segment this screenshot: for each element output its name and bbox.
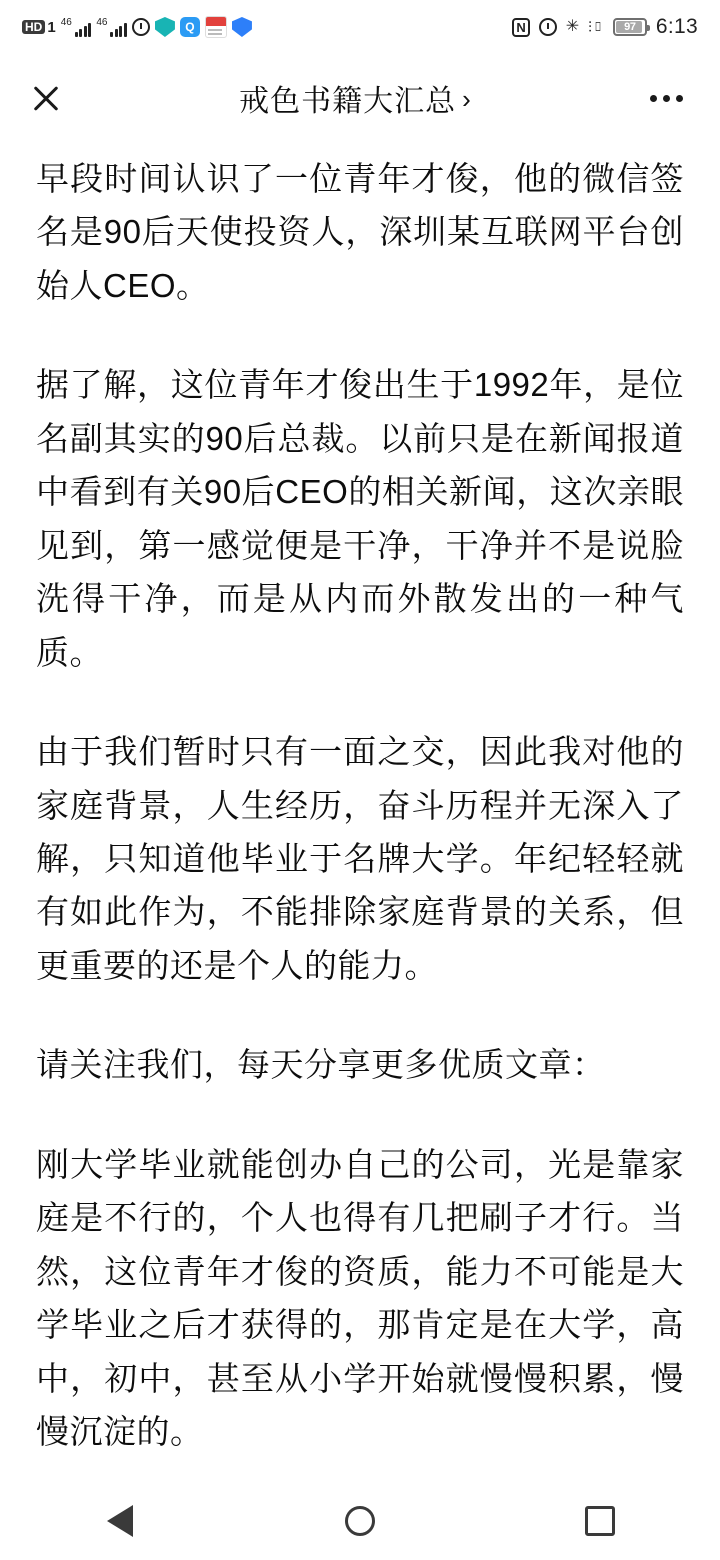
article-paragraph: 刚大学毕业就能创办自己的公司，光是靠家庭是不行的，个人也得有几把刷子才行。当然，这位青年才俊的资质，能力不可能是大学毕业之后才获得的，那肯定是在大学，高中，初中，甚至从小学开始就慢慢积累，慢慢沉淀的。: [36, 1145, 684, 1451]
signal-bars-icon: [61, 18, 92, 37]
title-bar: [0, 54, 720, 142]
vibrate-icon: ⫶▯: [588, 18, 604, 36]
network-type-label-2: 46: [96, 16, 108, 28]
news-icon: [205, 16, 227, 38]
hd-icon: [22, 20, 56, 35]
back-icon: [107, 1505, 133, 1537]
close-icon[interactable]: [22, 74, 70, 122]
system-nav-bar: [0, 1482, 720, 1560]
status-bar: [0, 0, 720, 54]
article-paragraph: 请关注我们，每天分享更多优质文章：: [36, 1046, 606, 1084]
alarm-icon-right: [539, 18, 557, 36]
article-paragraph: 由于我们暂时只有一面之交，因此我对他的家庭背景，人生经历，奋斗历程并无深入了解，只知道他毕业于名牌大学。年纪轻轻就有如此作为，不能排除家庭背景的关系，但更重要的还是个人的能力。: [36, 733, 684, 984]
article-paragraph: 早段时间认识了一位青年才俊，他的微信签名是90后天使投资人，深圳某互联网平台创始人CEO。: [36, 160, 684, 304]
sim-number: 1: [47, 18, 56, 36]
network-type-label: 46: [60, 16, 72, 28]
nav-home-button[interactable]: [300, 1482, 420, 1560]
nav-recent-button[interactable]: [540, 1482, 660, 1560]
status-bar-right: [512, 15, 698, 39]
hd-label: HD: [22, 20, 45, 34]
bluetooth-icon: ✳: [565, 18, 580, 35]
battery-icon: [613, 18, 647, 36]
article-paragraph: 据了解，这位青年才俊出生于1992年，是位名副其实的90后总裁。以前只是在新闻报道中看到有关90后CEO的相关新闻，这次亲眼见到，第一感觉便是干净，干净并不是说脸洗得干净，而是从内而外散发出的一种气质。: [36, 366, 684, 671]
alarm-icon: [132, 18, 150, 36]
search-blue-icon: Q: [180, 17, 200, 37]
page-title: 戒色书籍大汇总: [239, 85, 457, 118]
shield-teal-icon: [155, 17, 175, 37]
signal-bars-1: [75, 21, 92, 37]
status-bar-left: [22, 16, 252, 38]
nfc-icon: N: [512, 18, 529, 37]
recent-apps-icon: [585, 1506, 615, 1536]
home-icon: [345, 1506, 375, 1536]
shield-blue-icon: [232, 17, 252, 37]
battery-percent: 97: [624, 21, 636, 33]
article-body: [0, 142, 720, 1482]
more-options-icon[interactable]: [640, 74, 692, 122]
nav-back-button[interactable]: [60, 1482, 180, 1560]
clock: 6:13: [655, 15, 698, 38]
page-title-group[interactable]: [70, 76, 640, 120]
chevron-right-icon: ›: [462, 84, 471, 114]
signal-bars-2: [110, 21, 127, 37]
signal-bars-icon-2: [96, 18, 127, 37]
